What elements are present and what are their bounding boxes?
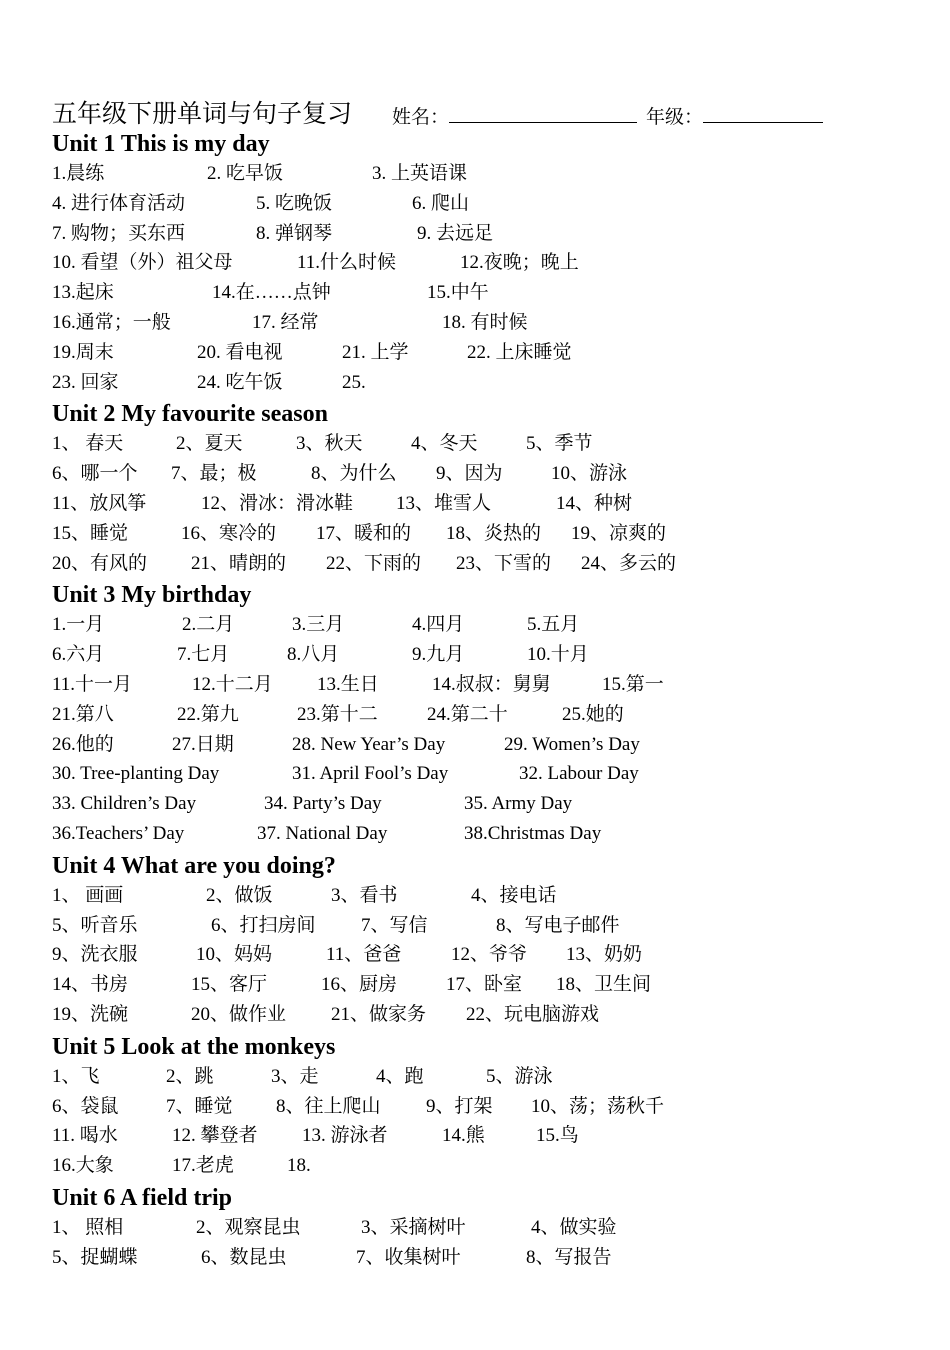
vocab-item: 6、打扫房间 xyxy=(211,914,316,936)
vocab-item: 3、走 xyxy=(271,1065,319,1087)
vocab-row xyxy=(52,671,912,701)
vocab-item: 30. Tree-planting Day xyxy=(52,763,220,785)
vocab-item: 9、打架 xyxy=(426,1095,493,1117)
vocab-item: 25. xyxy=(342,371,366,393)
vocab-row xyxy=(52,460,912,490)
vocab-item: 12、滑冰：滑冰鞋 xyxy=(201,492,354,514)
vocab-item: 5、季节 xyxy=(526,433,593,455)
vocab-item: 5、捉蝴蝶 xyxy=(52,1246,138,1268)
vocab-item: 7、收集树叶 xyxy=(356,1246,461,1268)
vocab-item: 12.夜晚；晚上 xyxy=(460,252,579,274)
vocab-row xyxy=(52,701,912,731)
vocab-row xyxy=(52,550,912,580)
vocab-item: 25.她的 xyxy=(562,703,624,725)
vocab-item: 4、跑 xyxy=(376,1065,424,1087)
vocab-item: 19、凉爽的 xyxy=(571,522,667,544)
vocab-item: 11、爸爸 xyxy=(326,944,402,966)
vocab-item: 12. 攀登者 xyxy=(172,1125,258,1147)
vocab-item: 32. Labour Day xyxy=(519,763,639,785)
unit-section xyxy=(52,1182,912,1274)
vocab-row xyxy=(52,309,912,339)
vocab-item: 6. 爬山 xyxy=(412,192,470,214)
vocab-item: 3、采摘树叶 xyxy=(361,1216,466,1238)
vocab-item: 11.十一月 xyxy=(52,673,133,695)
vocab-row xyxy=(52,1214,912,1244)
vocab-item: 33. Children’s Day xyxy=(52,793,197,815)
vocab-item: 21. 上学 xyxy=(342,341,409,363)
vocab-item: 23. 回家 xyxy=(52,371,119,393)
vocab-item: 20、做作业 xyxy=(191,1003,287,1025)
vocab-item: 23、下雪的 xyxy=(456,552,552,574)
unit-heading: Unit 1 This is my day xyxy=(52,131,270,157)
vocab-item: 8.八月 xyxy=(287,644,340,666)
vocab-item: 14、书房 xyxy=(52,974,129,996)
vocab-item: 3、秋天 xyxy=(296,433,363,455)
vocab-item: 7、睡觉 xyxy=(166,1095,233,1117)
vocab-item: 7.七月 xyxy=(177,644,230,666)
vocab-row xyxy=(52,941,912,971)
vocab-row xyxy=(52,339,912,369)
unit-section xyxy=(52,850,912,1031)
vocab-item: 1、飞 xyxy=(52,1065,100,1087)
vocab-item: 2、做饭 xyxy=(206,884,273,906)
vocab-item: 14.熊 xyxy=(442,1125,485,1147)
unit-heading: Unit 6 A field trip xyxy=(52,1184,233,1211)
vocab-item: 7、最；极 xyxy=(171,463,257,485)
grade-blank[interactable] xyxy=(703,104,823,123)
vocab-item: 21、晴朗的 xyxy=(191,552,287,574)
vocab-item: 3. 上英语课 xyxy=(372,163,468,184)
vocab-item: 19、洗碗 xyxy=(52,1003,129,1025)
vocab-item: 15.鸟 xyxy=(536,1125,579,1147)
vocab-item: 15、客厅 xyxy=(191,974,268,996)
vocab-item: 4、冬天 xyxy=(411,433,478,455)
vocab-item: 8、为什么 xyxy=(311,463,397,485)
vocab-item: 22、下雨的 xyxy=(326,552,422,574)
vocab-row xyxy=(52,641,912,671)
vocab-item: 24.第二十 xyxy=(427,703,508,725)
vocab-item: 18、卫生间 xyxy=(556,974,652,996)
vocab-item: 13、奶奶 xyxy=(566,944,643,966)
vocab-item: 29. Women’s Day xyxy=(504,733,640,755)
vocab-row xyxy=(52,430,912,460)
vocab-item: 6、哪一个 xyxy=(52,463,138,485)
vocab-item: 20. 看电视 xyxy=(197,341,283,363)
vocab-row xyxy=(52,1152,912,1182)
vocab-item: 13.生日 xyxy=(317,673,379,695)
vocab-item: 10、游泳 xyxy=(551,463,628,485)
vocab-item: 23.第十二 xyxy=(297,703,378,725)
vocab-row xyxy=(52,1001,912,1031)
vocab-item: 4.四月 xyxy=(412,614,465,636)
vocab-row xyxy=(52,220,912,250)
vocab-item: 28. New Year’s Day xyxy=(292,733,446,755)
vocab-item: 1、 春天 xyxy=(52,433,124,455)
vocab-item: 6、数昆虫 xyxy=(201,1246,287,1268)
vocab-row xyxy=(52,1063,912,1093)
unit-heading: Unit 2 My favourite season xyxy=(52,401,328,428)
vocab-item: 10、荡；荡秋千 xyxy=(531,1095,665,1117)
title-line xyxy=(52,92,912,128)
vocab-item: 2、观察昆虫 xyxy=(196,1216,301,1238)
vocab-item: 10.十月 xyxy=(527,644,589,666)
unit-heading: Unit 5 Look at the monkeys xyxy=(52,1033,336,1060)
vocab-item: 16.通常；一般 xyxy=(52,311,171,333)
vocab-item: 9、洗衣服 xyxy=(52,944,138,966)
vocab-item: 24. 吃午饭 xyxy=(197,371,283,393)
name-field xyxy=(392,102,637,129)
grade-label: 年级： xyxy=(646,107,704,128)
vocab-row xyxy=(52,490,912,520)
vocab-item: 13. 游泳者 xyxy=(302,1125,388,1147)
vocab-row xyxy=(52,971,912,1001)
vocab-item: 7. 购物；买东西 xyxy=(52,222,186,244)
vocab-item: 37. National Day xyxy=(257,822,388,844)
vocab-item: 2. 吃早饭 xyxy=(207,163,284,184)
vocab-item: 9、因为 xyxy=(436,463,503,485)
vocab-row xyxy=(52,279,912,309)
vocab-item: 16、厨房 xyxy=(321,974,398,996)
vocab-row xyxy=(52,790,912,820)
vocab-item: 36.Teachers’ Day xyxy=(52,822,185,844)
vocab-item: 12.十二月 xyxy=(192,673,273,695)
vocab-item: 21、做家务 xyxy=(331,1003,427,1025)
vocab-item: 24、多云的 xyxy=(581,552,677,574)
vocab-item: 17、卧室 xyxy=(446,974,523,996)
vocab-item: 19.周末 xyxy=(52,341,114,363)
unit-section xyxy=(52,579,912,849)
vocab-item: 15、睡觉 xyxy=(52,522,129,544)
vocab-item: 16、寒冷的 xyxy=(181,522,277,544)
vocab-row xyxy=(52,731,912,761)
vocab-item: 1、 画画 xyxy=(52,884,124,906)
vocab-row xyxy=(52,160,912,190)
vocab-row xyxy=(52,611,912,641)
vocab-item: 18、炎热的 xyxy=(446,522,542,544)
vocab-item: 5. 吃晚饭 xyxy=(256,192,333,214)
vocab-item: 22. 上床睡觉 xyxy=(467,341,572,363)
vocab-item: 14.在……点钟 xyxy=(212,282,331,304)
vocab-row xyxy=(52,760,912,790)
vocab-item: 10、妈妈 xyxy=(196,944,273,966)
name-blank[interactable] xyxy=(449,104,637,123)
vocab-item: 4、接电话 xyxy=(471,884,557,906)
unit-section xyxy=(52,398,912,579)
vocab-item: 18. 有时候 xyxy=(442,311,528,333)
vocab-item: 35. Army Day xyxy=(464,793,573,815)
vocab-item: 15.中午 xyxy=(427,282,489,304)
page-title: 五年级下册单词与句子复习 xyxy=(52,101,353,128)
vocab-item: 1.晨练 xyxy=(52,163,105,184)
vocab-item: 17.老虎 xyxy=(172,1155,234,1177)
vocab-row xyxy=(52,249,912,279)
vocab-item: 4、做实验 xyxy=(531,1216,617,1238)
vocab-item: 27.日期 xyxy=(172,733,234,755)
vocab-item: 11、放风筝 xyxy=(52,492,147,514)
vocab-item: 8、写报告 xyxy=(526,1246,612,1268)
vocab-item: 3、看书 xyxy=(331,884,398,906)
vocab-item: 26.他的 xyxy=(52,733,114,755)
units-container xyxy=(52,128,912,1274)
vocab-item: 10. 看望（外）祖父母 xyxy=(52,252,233,274)
vocab-item: 22、玩电脑游戏 xyxy=(466,1003,600,1025)
vocab-item: 1、 照相 xyxy=(52,1216,124,1238)
vocab-item: 1.一月 xyxy=(52,614,105,636)
vocab-item: 6、袋鼠 xyxy=(52,1095,119,1117)
vocab-item: 11.什么时候 xyxy=(297,252,397,274)
worksheet xyxy=(52,92,912,1274)
vocab-item: 13.起床 xyxy=(52,282,114,304)
vocab-row xyxy=(52,1093,912,1123)
vocab-item: 2.二月 xyxy=(182,614,235,636)
vocab-row xyxy=(52,912,912,942)
vocab-item: 8、写电子邮件 xyxy=(496,914,620,936)
vocab-row xyxy=(52,820,912,850)
vocab-row xyxy=(52,882,912,912)
vocab-item: 22.第九 xyxy=(177,703,239,725)
unit-heading: Unit 4 What are you doing? xyxy=(52,852,336,879)
vocab-item: 14、种树 xyxy=(556,492,633,514)
vocab-row xyxy=(52,369,912,399)
vocab-item: 13、堆雪人 xyxy=(396,492,492,514)
vocab-item: 9.九月 xyxy=(412,644,465,666)
vocab-item: 6.六月 xyxy=(52,644,105,666)
vocab-item: 8. 弹钢琴 xyxy=(256,222,333,244)
vocab-item: 11. 喝水 xyxy=(52,1125,118,1147)
vocab-row xyxy=(52,1122,912,1152)
name-label: 姓名： xyxy=(392,107,450,128)
vocab-item: 31. April Fool’s Day xyxy=(292,763,449,785)
vocab-item: 8、往上爬山 xyxy=(276,1095,381,1117)
vocab-item: 17、暖和的 xyxy=(316,522,412,544)
vocab-item: 20、有风的 xyxy=(52,552,148,574)
vocab-item: 15.第一 xyxy=(602,673,664,695)
vocab-item: 4. 进行体育活动 xyxy=(52,192,186,214)
vocab-item: 12、爷爷 xyxy=(451,944,528,966)
vocab-row xyxy=(52,520,912,550)
vocab-item: 5.五月 xyxy=(527,614,580,636)
vocab-item: 7、写信 xyxy=(361,914,428,936)
unit-heading: Unit 3 My birthday xyxy=(52,582,252,609)
vocab-row xyxy=(52,1244,912,1274)
vocab-item: 2、跳 xyxy=(166,1065,214,1087)
vocab-item: 38.Christmas Day xyxy=(464,822,602,844)
vocab-item: 5、游泳 xyxy=(486,1065,553,1087)
vocab-row xyxy=(52,190,912,220)
vocab-item: 21.第八 xyxy=(52,703,114,725)
grade-field xyxy=(646,102,823,129)
unit-section xyxy=(52,128,912,398)
vocab-item: 3.三月 xyxy=(292,614,345,636)
vocab-item: 34. Party’s Day xyxy=(264,793,382,815)
vocab-item: 16.大象 xyxy=(52,1155,114,1177)
vocab-item: 9. 去远足 xyxy=(417,222,494,244)
vocab-item: 17. 经常 xyxy=(252,311,319,333)
unit-section xyxy=(52,1031,912,1182)
vocab-item: 2、夏天 xyxy=(176,433,243,455)
vocab-item: 14.叔叔：舅舅 xyxy=(432,673,551,695)
vocab-item: 18. xyxy=(287,1155,311,1177)
vocab-item: 5、听音乐 xyxy=(52,914,138,936)
